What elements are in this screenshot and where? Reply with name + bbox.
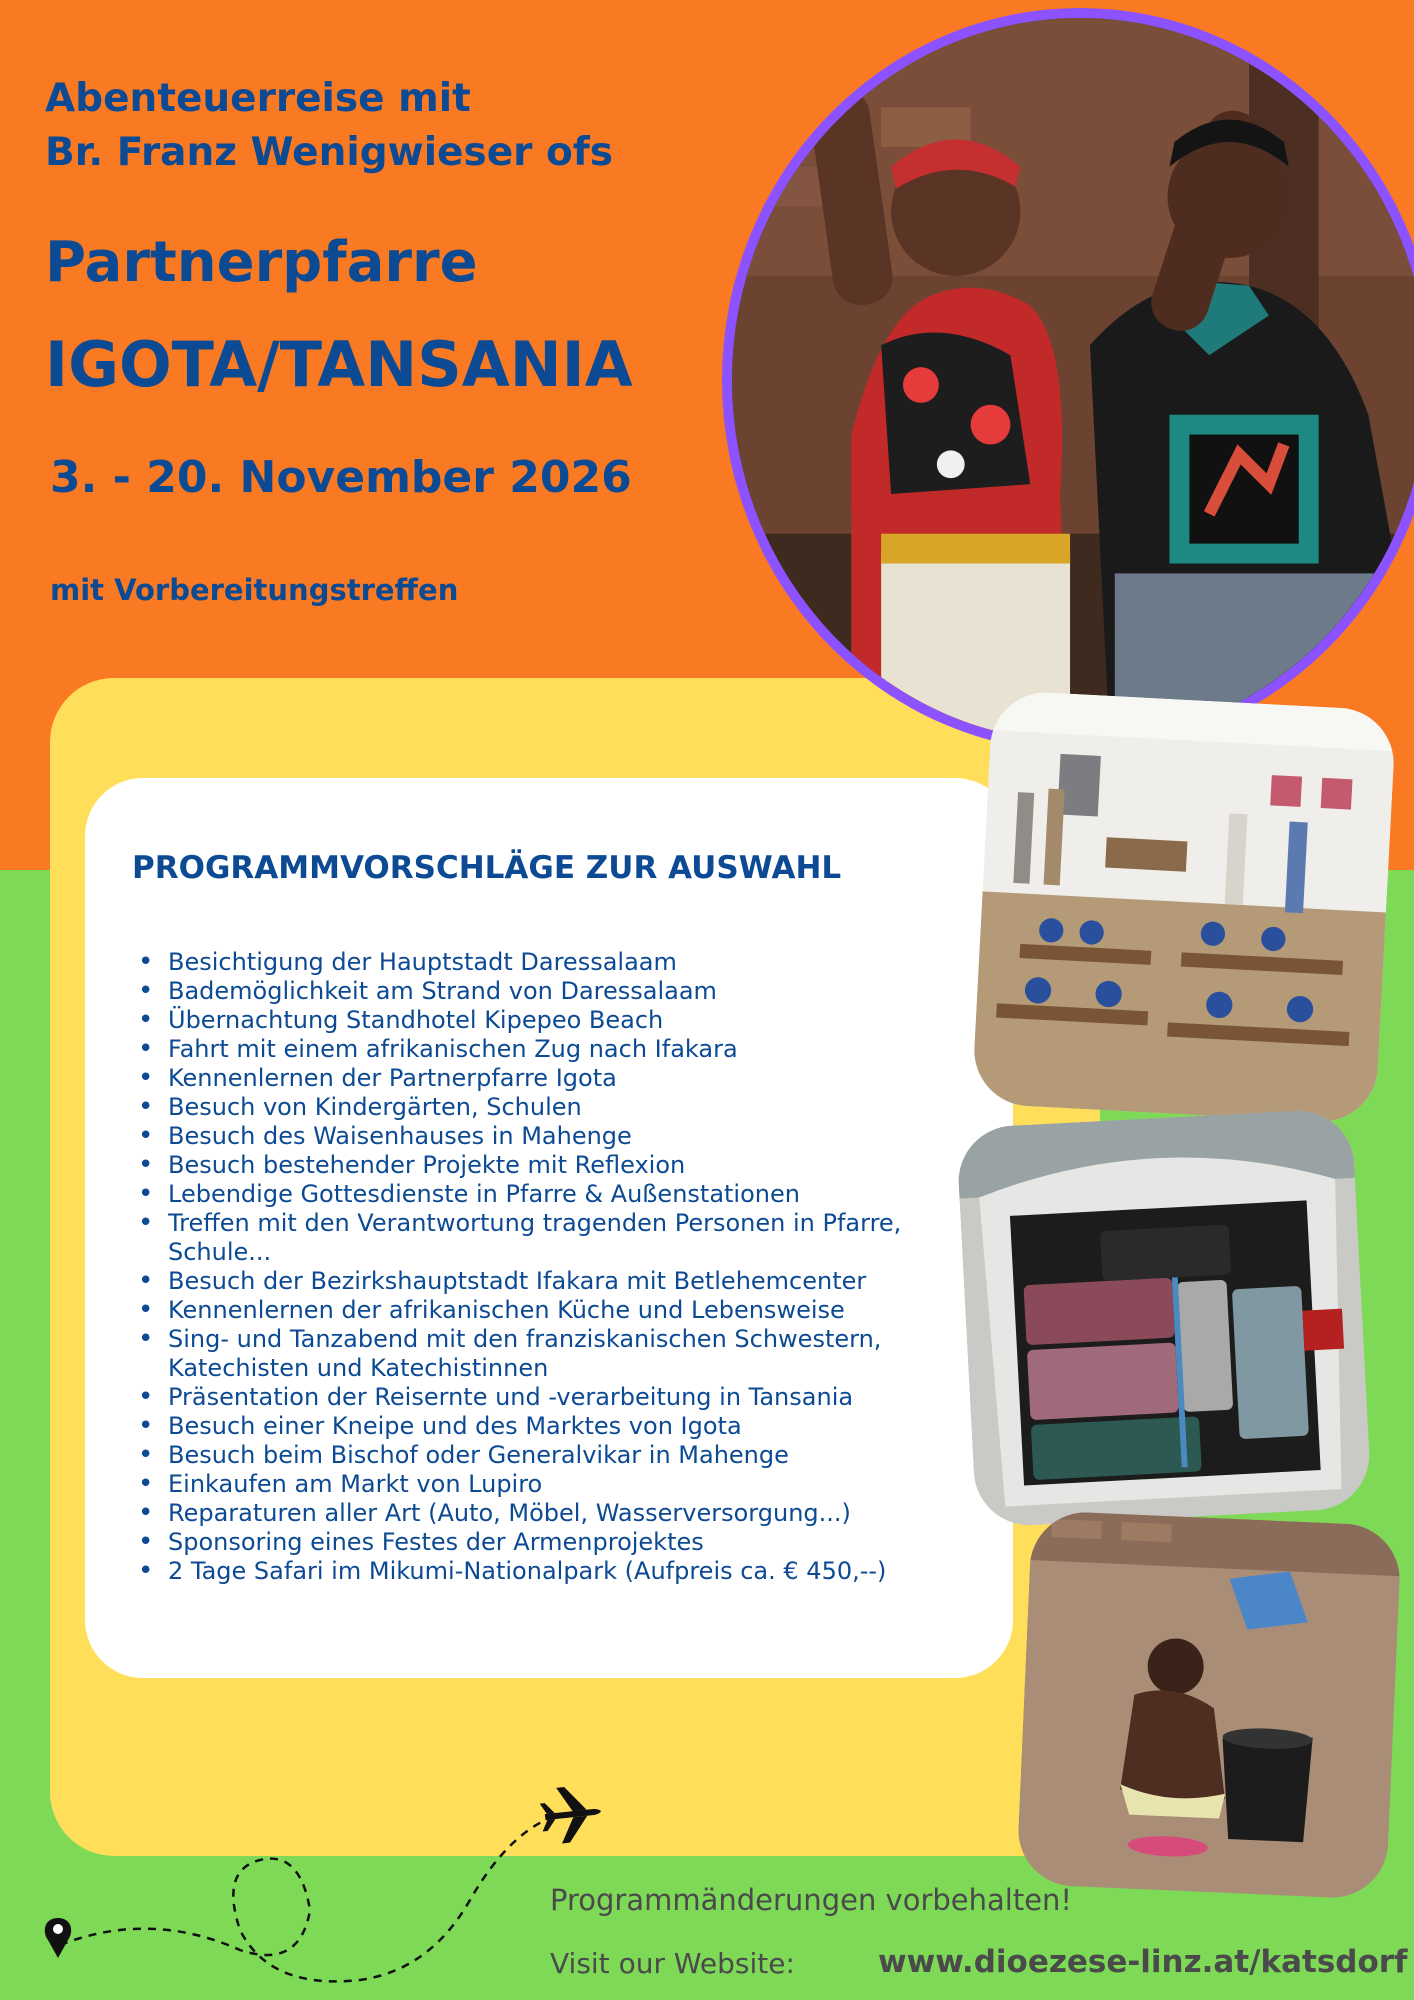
list-item: • Treffen mit den Verantwortung tragenden Personen in Pfarre, Schule... (168, 1209, 1008, 1267)
list-item: • Kennenlernen der Partnerpfarre Igota (168, 1064, 1008, 1093)
list-item: • Besichtigung der Hauptstadt Daressalaam (168, 948, 1008, 977)
list-item: • Bademöglichkeit am Strand von Daressalaam (168, 977, 1008, 1006)
visit-website-label: Visit our Website: (550, 1947, 795, 1980)
list-item: • Einkaufen am Markt von Lupiro (168, 1470, 1008, 1499)
photo-child-with-bucket (1016, 1510, 1402, 1900)
title-line-1: Partnerpfarre (45, 230, 478, 295)
program-changes-note: Programmänderungen vorbehalten! (550, 1883, 1073, 1917)
preparation-note: mit Vorbereitungstreffen (50, 573, 459, 607)
photo-two-women-waving (722, 8, 1414, 752)
list-item: • Reparaturen aller Art (Auto, Möbel, Wasserversorgung...) (168, 1499, 1008, 1528)
list-item: • 2 Tage Safari im Mikumi-Nationalpark (Aufpreis ca. € 450,--) (168, 1557, 1008, 1586)
list-item: • Besuch beim Bischof oder Generalvikar in Mahenge (168, 1441, 1008, 1470)
list-item: • Sponsoring eines Festes der Armenprojektes (168, 1528, 1008, 1557)
list-item: • Fahrt mit einem afrikanischen Zug nach Ifakara (168, 1035, 1008, 1064)
list-item: • Kennenlernen der afrikanischen Küche und Lebensweise (168, 1296, 1008, 1325)
list-item: • Präsentation der Reisernte und -verarbeitung in Tansania (168, 1383, 1008, 1412)
subtitle-line-2: Br. Franz Wenigwieser ofs (45, 130, 613, 175)
location-pin-icon (45, 1918, 71, 1958)
list-item: • Besuch bestehender Projekte mit Reflexion (168, 1151, 1008, 1180)
list-item: • Besuch von Kindergärten, Schulen (168, 1093, 1008, 1122)
list-item: • Übernachtung Standhotel Kipepeo Beach (168, 1006, 1008, 1035)
list-item: • Besuch der Bezirkshauptstadt Ifakara mit Betlehemcenter (168, 1267, 1008, 1296)
photo-car-trunk-suitcases (956, 1108, 1372, 1528)
airplane-icon (538, 1783, 604, 1845)
program-list (132, 948, 1008, 1586)
list-item: • Besuch einer Kneipe und des Marktes von Igota (168, 1412, 1008, 1441)
program-title: PROGRAMMVORSCHLÄGE ZUR AUSWAHL (132, 850, 842, 886)
website-link[interactable]: www.dioezese-linz.at/katsdorf (878, 1944, 1408, 1980)
subtitle-line-1: Abenteuerreise mit (45, 76, 471, 121)
list-item: • Besuch des Waisenhauses in Mahenge (168, 1122, 1008, 1151)
dotted-flight-route-icon (0, 1770, 640, 2000)
list-item: • Lebendige Gottesdienste in Pfarre & Außenstationen (168, 1180, 1008, 1209)
photo-classroom (971, 690, 1396, 1125)
travel-date: 3. - 20. November 2026 (50, 452, 632, 503)
title-line-2: IGOTA/TANSANIA (45, 328, 633, 401)
list-item: • Sing- und Tanzabend mit den franziskanischen Schwestern, Katechisten und Katechistinnen (168, 1325, 1008, 1383)
